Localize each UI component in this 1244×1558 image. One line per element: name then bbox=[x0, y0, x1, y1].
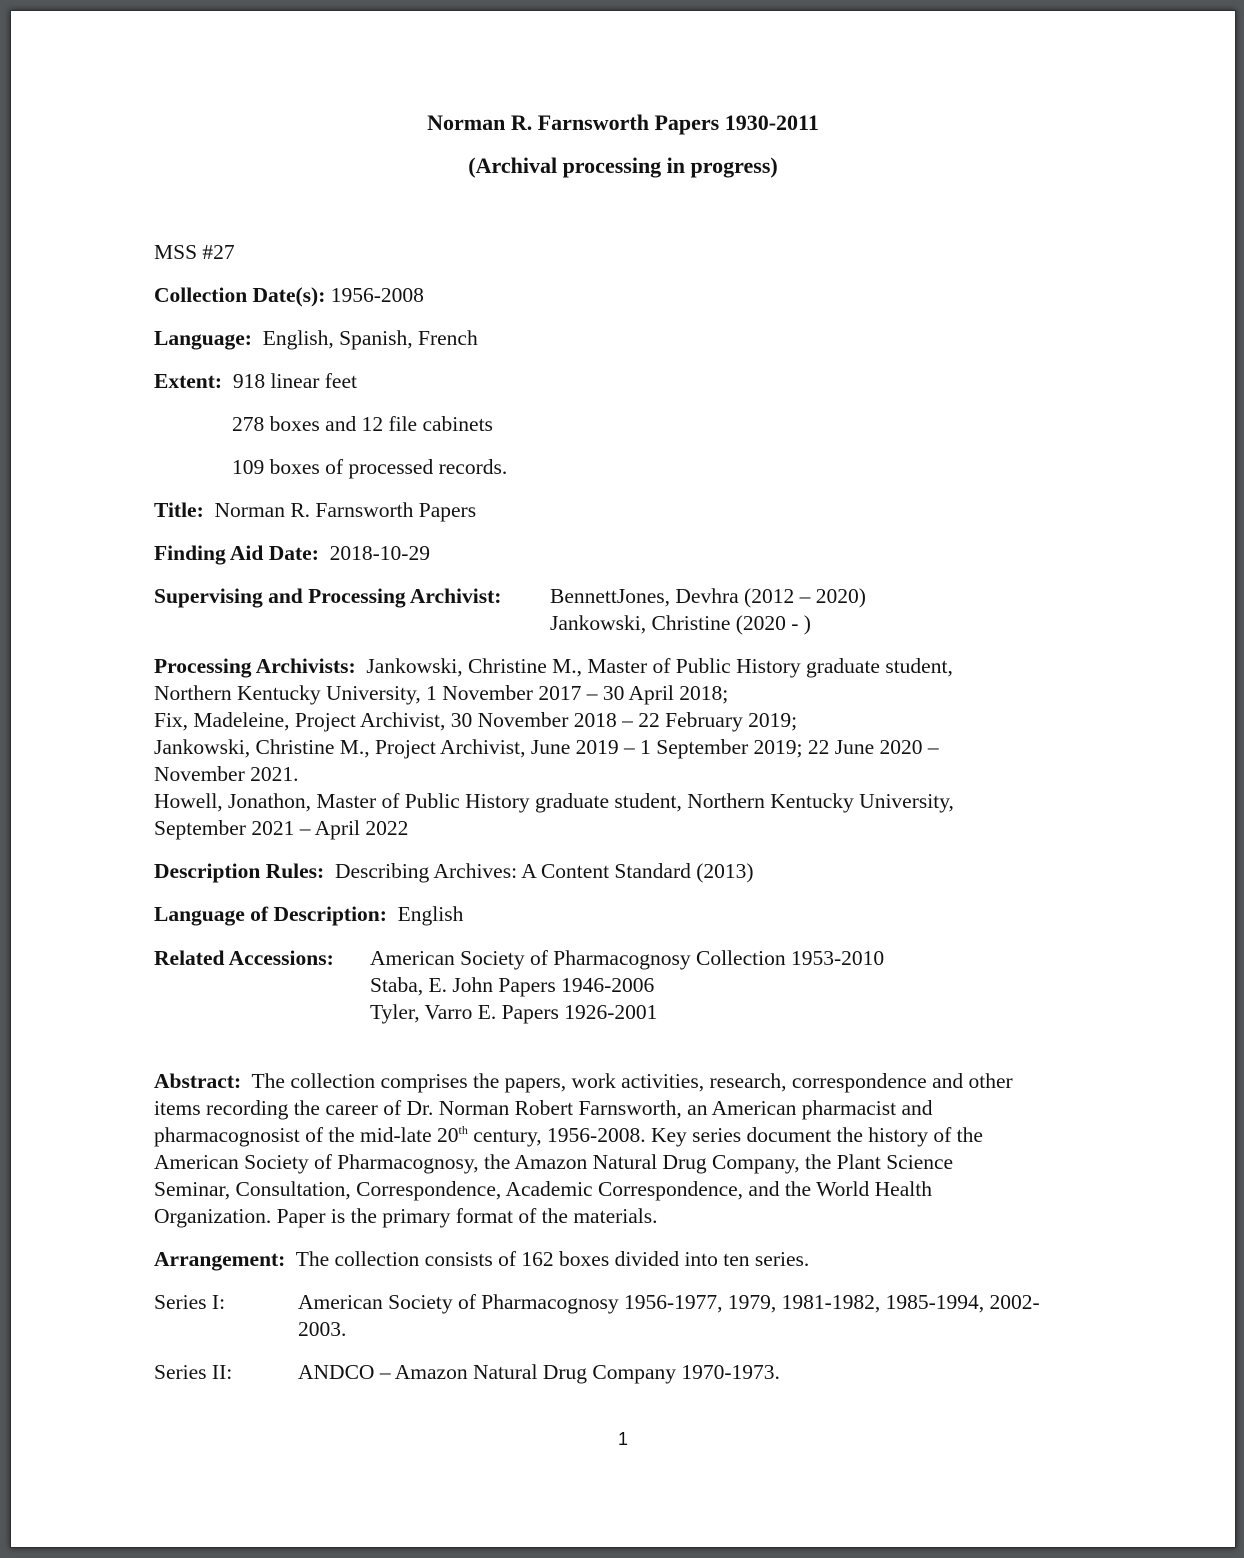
language-of-description-value: English bbox=[397, 902, 464, 926]
page-number: 1 bbox=[617, 1429, 628, 1449]
processing-line: Howell, Jonathon, Master of Public History graduate student, Northern Kentucky University, bbox=[154, 789, 954, 813]
related-accession-item: Tyler, Varro E. Papers 1926-2001 bbox=[370, 1000, 658, 1024]
supervising-label: Supervising and Processing Archivist: bbox=[154, 584, 502, 608]
document-subtitle: (Archival processing in progress) bbox=[468, 153, 778, 178]
extent-value: 918 linear feet bbox=[232, 369, 357, 393]
description-rules-value: Describing Archives: A Content Standard (2013) bbox=[334, 859, 754, 883]
extent-label: Extent: bbox=[154, 369, 223, 393]
processing-label: Processing Archivists: bbox=[154, 654, 356, 678]
abstract-line: items recording the career of Dr. Norman Robert Farnsworth, an American pharmacist and bbox=[154, 1096, 933, 1120]
processing-line: November 2021. bbox=[154, 762, 299, 786]
mss-number: MSS #27 bbox=[154, 240, 235, 264]
series-label: Series I: bbox=[154, 1290, 226, 1314]
supervising-line: Jankowski, Christine (2020 - ) bbox=[550, 611, 811, 635]
related-accession-item: American Society of Pharmacognosy Collection 1953-2010 bbox=[370, 946, 885, 970]
abstract-label: Abstract: bbox=[154, 1069, 242, 1093]
document-page bbox=[10, 10, 1236, 1548]
finding-aid-date-value: 2018-10-29 bbox=[329, 541, 430, 565]
collection-dates-value: 1956-2008 bbox=[330, 283, 424, 307]
finding-aid-date-field bbox=[154, 540, 430, 567]
abstract-line: American Society of Pharmacognosy, the Amazon Natural Drug Company, the Plant Science bbox=[154, 1150, 954, 1174]
series-label: Series II: bbox=[154, 1360, 233, 1384]
series-description: 2003. bbox=[298, 1317, 347, 1341]
ordinal-suffix: th bbox=[458, 1122, 468, 1137]
series-description: American Society of Pharmacognosy 1956-1977, 1979, 1981-1982, 1985-1994, 2002- bbox=[298, 1290, 1040, 1314]
document-title: Norman R. Farnsworth Papers 1930-2011 bbox=[427, 110, 819, 135]
extent-line: 278 boxes and 12 file cabinets bbox=[232, 412, 493, 436]
abstract-line-text: century, 1956-2008. Key series document the history of the bbox=[467, 1123, 983, 1147]
collection-dates-label: Collection Date(s): bbox=[154, 283, 326, 307]
related-accession-item: Staba, E. John Papers 1946-2006 bbox=[370, 973, 655, 997]
processing-text: Jankowski, Christine M., Master of Public History graduate student, bbox=[366, 654, 953, 678]
abstract-line: Seminar, Consultation, Correspondence, Academic Correspondence, and the World Health bbox=[154, 1177, 932, 1201]
series-description: ANDCO – Amazon Natural Drug Company 1970-1973. bbox=[298, 1360, 780, 1384]
abstract-text: The collection comprises the papers, work activities, research, correspondence and other bbox=[251, 1069, 1013, 1093]
language-label: Language: bbox=[154, 326, 252, 350]
language-of-description-field bbox=[154, 901, 463, 928]
abstract-field bbox=[154, 1068, 1013, 1095]
arrangement-value: The collection consists of 162 boxes divided into ten series. bbox=[295, 1247, 810, 1271]
language-field bbox=[154, 325, 478, 352]
abstract-line-text: pharmacognosist of the mid-late 20 bbox=[154, 1123, 459, 1147]
processing-line: Jankowski, Christine M., Project Archivist, June 2019 – 1 September 2019; 22 June 2020 – bbox=[154, 735, 939, 759]
finding-aid-date-label: Finding Aid Date: bbox=[154, 541, 319, 565]
extent-field bbox=[154, 368, 357, 395]
processing-line: Northern Kentucky University, 1 November 2017 – 30 April 2018; bbox=[154, 681, 729, 705]
processing-line: September 2021 – April 2022 bbox=[154, 816, 409, 840]
extent-line: 109 boxes of processed records. bbox=[232, 455, 508, 479]
title-label: Title: bbox=[154, 498, 204, 522]
description-rules-field bbox=[154, 858, 754, 885]
related-accessions-label: Related Accessions: bbox=[154, 946, 334, 970]
processing-field bbox=[154, 653, 953, 680]
title-field bbox=[154, 497, 476, 524]
abstract-line bbox=[154, 1122, 983, 1149]
language-of-description-label: Language of Description: bbox=[154, 902, 387, 926]
collection-dates-field bbox=[154, 282, 424, 309]
title-value: Norman R. Farnsworth Papers bbox=[214, 498, 477, 522]
arrangement-field bbox=[154, 1246, 809, 1273]
processing-line: Fix, Madeleine, Project Archivist, 30 November 2018 – 22 February 2019; bbox=[154, 708, 798, 732]
supervising-line: BennettJones, Devhra (2012 – 2020) bbox=[550, 584, 866, 608]
description-rules-label: Description Rules: bbox=[154, 859, 325, 883]
abstract-line: Organization. Paper is the primary format of the materials. bbox=[154, 1204, 658, 1228]
language-value: English, Spanish, French bbox=[262, 326, 478, 350]
arrangement-label: Arrangement: bbox=[154, 1247, 286, 1271]
